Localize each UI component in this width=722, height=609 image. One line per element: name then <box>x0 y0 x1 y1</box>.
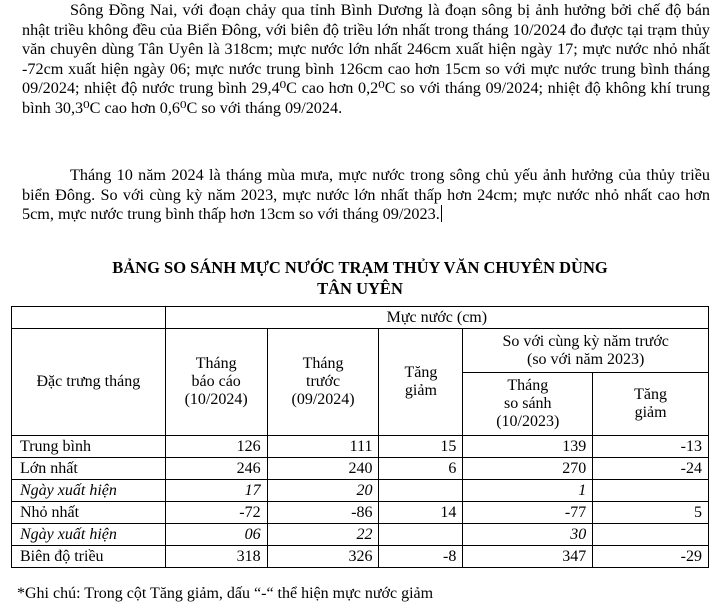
cell-tang-giam-2 <box>593 524 709 546</box>
cell-truoc: 326 <box>267 546 379 568</box>
cell-so-sanh: 139 <box>463 436 593 458</box>
table-row <box>12 480 709 502</box>
table-corner-cell <box>12 307 166 329</box>
header-thang-so-sanh <box>463 373 593 436</box>
header-line: (10/2024) <box>184 391 248 408</box>
row-label: Nhỏ nhất <box>12 502 166 524</box>
row-label: Lớn nhất <box>12 458 166 480</box>
header-line: Tháng <box>302 355 344 372</box>
header-line: So với cùng kỳ năm trước <box>502 332 669 350</box>
cell-bao-cao: 246 <box>165 458 267 480</box>
header-muc-nuoc: Mực nước (cm) <box>165 307 708 329</box>
cell-tang-giam: 14 <box>379 502 463 524</box>
table-title-line-1: BẢNG SO SÁNH MỰC NƯỚC TRẠM THỦY VĂN CHUYÊN DÙNG <box>112 258 608 277</box>
header-line: trước <box>306 373 341 390</box>
cell-so-sanh: 347 <box>463 546 593 568</box>
table-row <box>12 458 709 480</box>
text-cursor <box>441 205 442 222</box>
header-tang-giam <box>379 329 463 436</box>
table-title-line-2: TÂN UYÊN <box>317 279 403 298</box>
table-row <box>12 546 709 568</box>
header-line: Tháng <box>507 377 549 394</box>
cell-tang-giam: -8 <box>379 546 463 568</box>
paragraph-2-text: Tháng 10 năm 2024 là tháng mùa mưa, mực nước trong sông chủ yếu ảnh hưởng của thủy triều biển Đông. So với cùng kỳ năm 2023, mực nước lớn nhất thấp hơn 24cm; mực nước nhỏ nhất cao hơn 5cm, mực nước trung bình thấp hơn 13cm so với tháng 09/2023. <box>22 166 710 223</box>
cell-tang-giam-2: -13 <box>593 436 709 458</box>
header-line: (so với năm 2023) <box>527 350 645 368</box>
paragraph-2 <box>22 166 710 225</box>
header-line: báo cáo <box>191 373 241 390</box>
header-thang-bao-cao <box>165 329 267 436</box>
cell-bao-cao: -72 <box>165 502 267 524</box>
cell-truoc: 240 <box>267 458 379 480</box>
cell-bao-cao: 126 <box>165 436 267 458</box>
header-line: giảm <box>404 382 437 399</box>
header-line: (10/2023) <box>496 413 560 430</box>
cell-tang-giam: 6 <box>379 458 463 480</box>
cell-truoc: 22 <box>267 524 379 546</box>
cell-tang-giam-2: -29 <box>593 546 709 568</box>
comparison-table <box>11 306 709 568</box>
header-line: so sánh <box>503 395 552 412</box>
footnote: *Ghi chú: Trong cột Tăng giảm, dấu “-“ thể hiện mực nước giảm <box>17 585 434 602</box>
table-row <box>12 524 709 546</box>
cell-bao-cao: 17 <box>165 480 267 502</box>
header-line: Tháng <box>195 355 237 372</box>
cell-so-sanh: 30 <box>463 524 593 546</box>
cell-truoc: -86 <box>267 502 379 524</box>
cell-bao-cao: 318 <box>165 546 267 568</box>
cell-so-sanh: -77 <box>463 502 593 524</box>
cell-tang-giam-2: 5 <box>593 502 709 524</box>
cell-tang-giam <box>379 480 463 502</box>
cell-so-sanh: 1 <box>463 480 593 502</box>
header-line: Tăng <box>634 386 668 403</box>
cell-tang-giam: 15 <box>379 436 463 458</box>
header-line: giảm <box>634 404 667 421</box>
row-label: Biên độ triều <box>12 546 166 568</box>
cell-truoc: 20 <box>267 480 379 502</box>
header-dac-trung-thang: Đặc trưng tháng <box>12 329 166 436</box>
cell-so-sanh: 270 <box>463 458 593 480</box>
header-so-voi-cung-ky <box>463 329 709 373</box>
header-line: (09/2024) <box>291 391 355 408</box>
table-row <box>12 502 709 524</box>
row-label: Ngày xuất hiện <box>12 524 166 546</box>
header-tang-giam-2 <box>593 373 709 436</box>
paragraph-1: Sông Đồng Nai, với đoạn chảy qua tỉnh Bình Dương là đoạn sông bị ảnh hưởng bởi chế độ bán nhật triều không đều của Biển Đông, với biên độ triều lớn nhất trong tháng 10/2024 đo được tại trạm thủy văn chuyên dùng Tân Uyên là 318cm; mực nước lớn nhất 246cm xuất hiện ngày 17; mực nước nhỏ nhất -72cm xuất hiện ngày 06; mực nước trung bình 126cm cao hơn 15cm so với mực nước trung bình tháng 09/2024; nhiệt độ nước trung bình 29,4⁰C cao hơn 0,2⁰C so với tháng 09/2024; nhiệt độ không khí trung bình 30,3⁰C cao hơn 0,6⁰C so với tháng 09/2024. <box>22 1 710 117</box>
cell-bao-cao: 06 <box>165 524 267 546</box>
header-thang-truoc <box>267 329 379 436</box>
row-label: Ngày xuất hiện <box>12 480 166 502</box>
header-line: Tăng <box>404 364 438 381</box>
cell-tang-giam-2 <box>593 480 709 502</box>
cell-tang-giam <box>379 524 463 546</box>
cell-truoc: 111 <box>267 436 379 458</box>
cell-tang-giam-2: -24 <box>593 458 709 480</box>
table-row <box>12 436 709 458</box>
row-label: Trung bình <box>12 436 166 458</box>
